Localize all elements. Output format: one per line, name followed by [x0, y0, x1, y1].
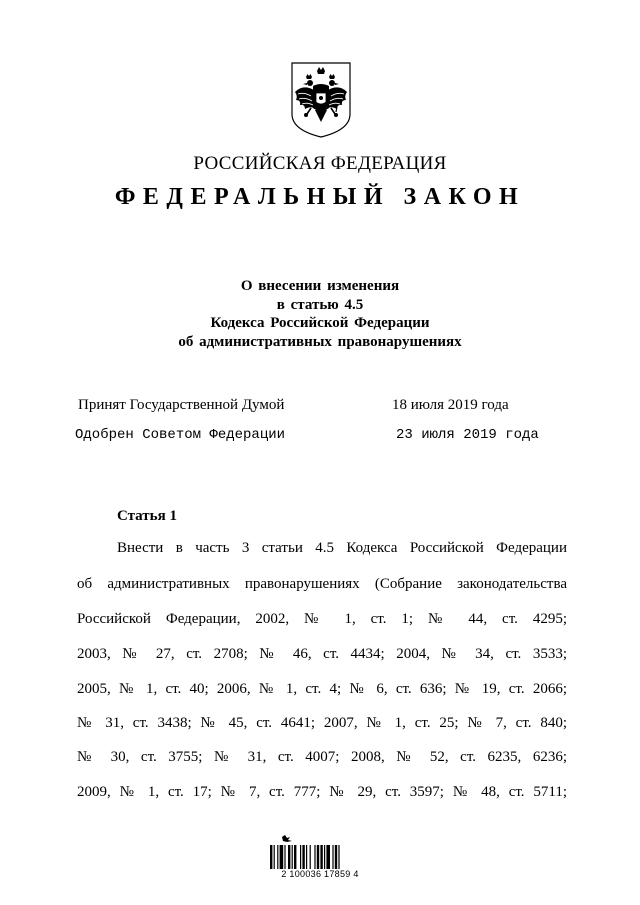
article-text-line: Внести в часть 3 статьи 4.5 Кодекса Российской Федерации [117, 540, 567, 556]
barcode-number: 2 100036 17859 4 [281, 869, 359, 879]
document-type-title: ФЕДЕРАЛЬНЫЙ ЗАКОН [114, 184, 526, 210]
article-text-line: 2003, № 27, ст. 2708; № 46, ст. 4434; 2004, № 34, ст. 3533; [77, 646, 567, 662]
subject-line: об административных правонарушениях [178, 333, 462, 350]
subject-line: О внесении изменения [240, 278, 400, 294]
duma-adoption-label: Принят Государственной Думой [78, 397, 285, 413]
article-text-line: 2009, № 1, ст. 17; № 7, ст. 777; № 29, ст. 3597; № 48, ст. 5711; [77, 784, 567, 800]
article-text-line: № 31, ст. 3438; № 45, ст. 4641; 2007, № 1, ст. 25; № 7, ст. 840; [77, 715, 567, 731]
coat-of-arms-emblem [289, 62, 353, 138]
council-approval-date: 23 июля 2019 года [396, 427, 539, 443]
article-heading: Статья 1 [117, 508, 177, 524]
article-text-line: об административных правонарушениях (Собрание законодательства [77, 576, 567, 592]
country-name: РОССИЙСКАЯ ФЕДЕРАЦИЯ [193, 153, 447, 174]
article-text-line: 2005, № 1, ст. 40; 2006, № 1, ст. 4; № 6, ст. 636; № 19, ст. 2066; [77, 681, 567, 697]
law-subject-title [0, 277, 640, 351]
article-text-line: № 30, ст. 3755; № 31, ст. 4007; 2008, № 52, ст. 6235, 6236; [77, 749, 567, 765]
subject-line: Кодекса Российской Федерации [210, 315, 430, 331]
article-text-line: Российской Федерации, 2002, № 1, ст. 1; № 44, ст. 4295; [77, 611, 567, 627]
council-approval-label: Одобрен Советом Федерации [75, 427, 286, 443]
subject-line: в статью 4.5 [276, 296, 364, 313]
duma-adoption-date: 18 июля 2019 года [392, 397, 509, 413]
